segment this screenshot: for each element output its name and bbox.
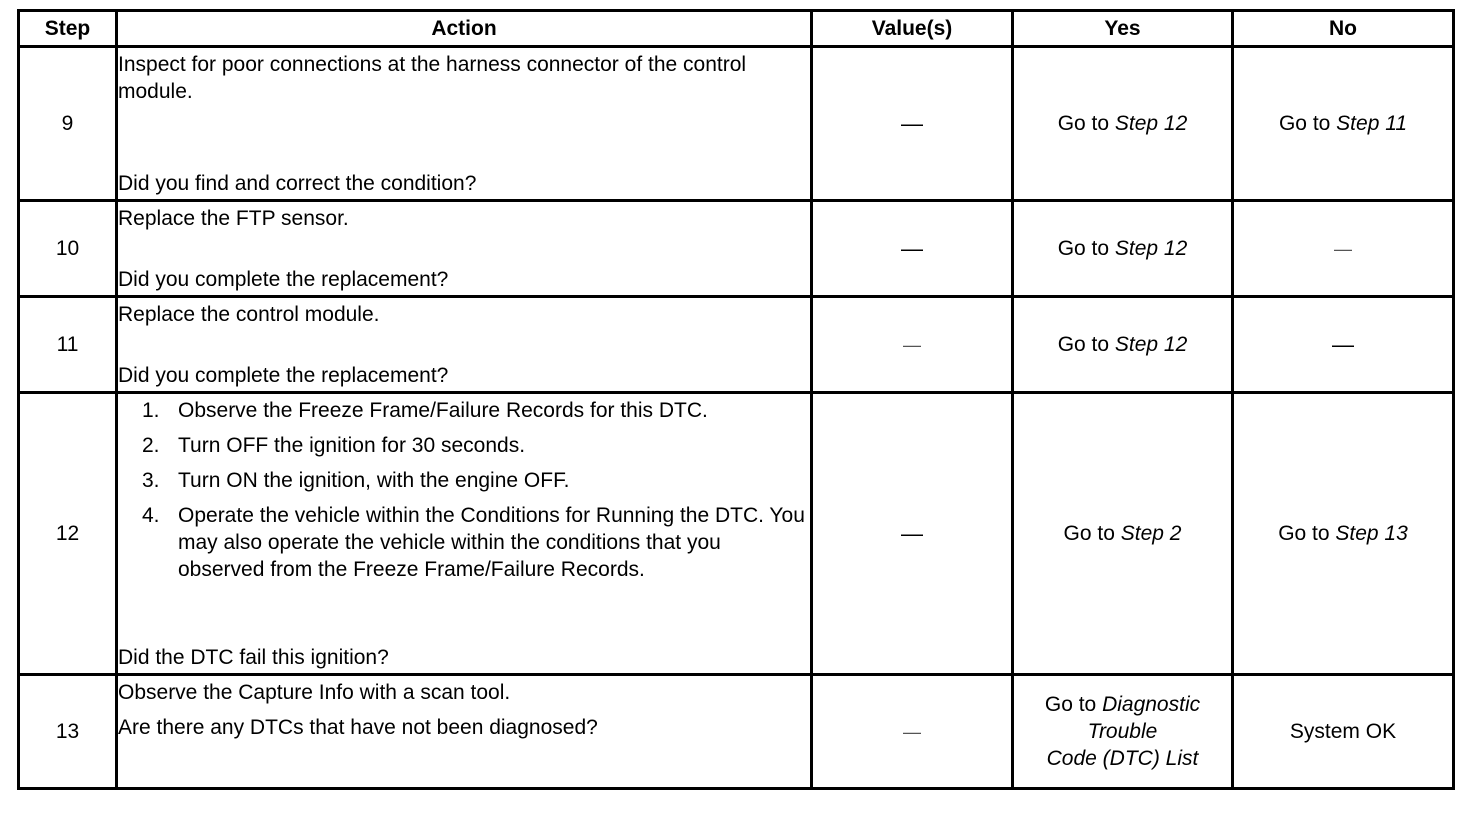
substep-list — [118, 397, 810, 583]
yes-step-link[interactable]: Step 12 — [1114, 237, 1188, 260]
table-row — [19, 297, 1454, 393]
yes-cell — [1013, 297, 1233, 393]
table-row — [19, 393, 1454, 675]
yes-cell — [1013, 201, 1233, 297]
no-cell — [1233, 675, 1454, 789]
substep-text: Turn ON the ignition, with the engine OFF. — [178, 468, 570, 492]
action-text: Replace the FTP sensor. — [118, 206, 349, 230]
value-dash: — — [901, 520, 923, 546]
yes-step-link[interactable]: Step 12 — [1114, 333, 1188, 356]
action-question: Did the DTC fail this ignition? — [118, 645, 389, 669]
no-result: System OK — [1289, 720, 1397, 743]
action-question: Did you complete the replacement? — [118, 363, 449, 387]
step-number: 12 — [19, 393, 117, 675]
no-step-link[interactable]: Step 13 — [1335, 522, 1408, 545]
table-row — [19, 675, 1454, 789]
yes-prefix: Go to — [1057, 237, 1115, 260]
no-dash: — — [1332, 331, 1354, 357]
yes-prefix: Go to — [1044, 693, 1103, 716]
value-dash: — — [903, 334, 921, 355]
table-row — [19, 47, 1454, 201]
substep-text: Turn OFF the ignition for 30 seconds. — [178, 433, 526, 457]
value-dash: — — [903, 721, 921, 742]
action-cell — [117, 393, 812, 675]
no-prefix: Go to — [1278, 112, 1337, 135]
action-question: Did you complete the replacement? — [118, 267, 449, 291]
action-text: Replace the control module. — [118, 302, 380, 326]
step-number: 13 — [19, 675, 117, 789]
action-question: Are there any DTCs that have not been diagnosed? — [118, 715, 598, 739]
header-row — [19, 11, 1454, 47]
no-step-link[interactable]: Step 11 — [1336, 112, 1408, 135]
value-cell — [812, 297, 1013, 393]
value-dash: — — [901, 110, 923, 136]
yes-link-line1: Diagnostic — [1102, 693, 1201, 716]
header-step: Step — [19, 11, 117, 47]
list-item — [142, 467, 810, 494]
list-item — [142, 397, 810, 424]
value-cell — [812, 393, 1013, 675]
header-yes: Yes — [1013, 11, 1233, 47]
no-cell — [1233, 201, 1454, 297]
no-cell — [1233, 47, 1454, 201]
step-number: 9 — [19, 47, 117, 201]
dtc-list-link[interactable] — [1014, 691, 1231, 772]
action-text: Observe the Capture Info with a scan tool. — [118, 680, 511, 704]
yes-cell — [1013, 393, 1233, 675]
yes-cell — [1013, 675, 1233, 789]
no-cell — [1233, 393, 1454, 675]
substep-number: 3. — [142, 468, 160, 492]
step-number: 11 — [19, 297, 117, 393]
list-item — [142, 502, 810, 583]
substep-number: 4. — [142, 503, 160, 527]
yes-prefix: Go to — [1063, 522, 1121, 545]
table-row — [19, 201, 1454, 297]
yes-link-line3: Code (DTC) List — [1046, 747, 1199, 770]
yes-prefix: Go to — [1057, 112, 1115, 135]
value-cell — [812, 47, 1013, 201]
header-values: Value(s) — [812, 11, 1013, 47]
substep-number: 2. — [142, 433, 160, 457]
action-cell — [117, 201, 812, 297]
action-question: Did you find and correct the condition? — [118, 171, 477, 195]
action-text: Inspect for poor connections at the harness connector of the control module. — [118, 52, 747, 103]
substep-text: Operate the vehicle within the Conditions for Running the DTC. You may also operate the vehicle within the conditions that you observed from the Freeze Frame/Failure Records. — [178, 503, 805, 581]
step-number: 10 — [19, 201, 117, 297]
yes-cell — [1013, 47, 1233, 201]
header-action: Action — [117, 11, 812, 47]
list-item — [142, 432, 810, 459]
no-cell — [1233, 297, 1454, 393]
action-cell — [117, 297, 812, 393]
value-cell — [812, 201, 1013, 297]
header-no: No — [1233, 11, 1454, 47]
action-cell — [117, 47, 812, 201]
yes-prefix: Go to — [1057, 333, 1115, 356]
substep-text: Observe the Freeze Frame/Failure Records for this DTC. — [178, 398, 708, 422]
value-cell — [812, 675, 1013, 789]
yes-link-line2: Trouble — [1087, 720, 1158, 743]
yes-step-link[interactable]: Step 12 — [1114, 112, 1188, 135]
no-dash: — — [1334, 238, 1352, 259]
substep-number: 1. — [142, 398, 160, 422]
action-cell — [117, 675, 812, 789]
no-prefix: Go to — [1278, 522, 1336, 545]
yes-step-link[interactable]: Step 2 — [1120, 522, 1182, 545]
value-dash: — — [901, 235, 923, 261]
diagnostic-table — [17, 9, 1455, 790]
